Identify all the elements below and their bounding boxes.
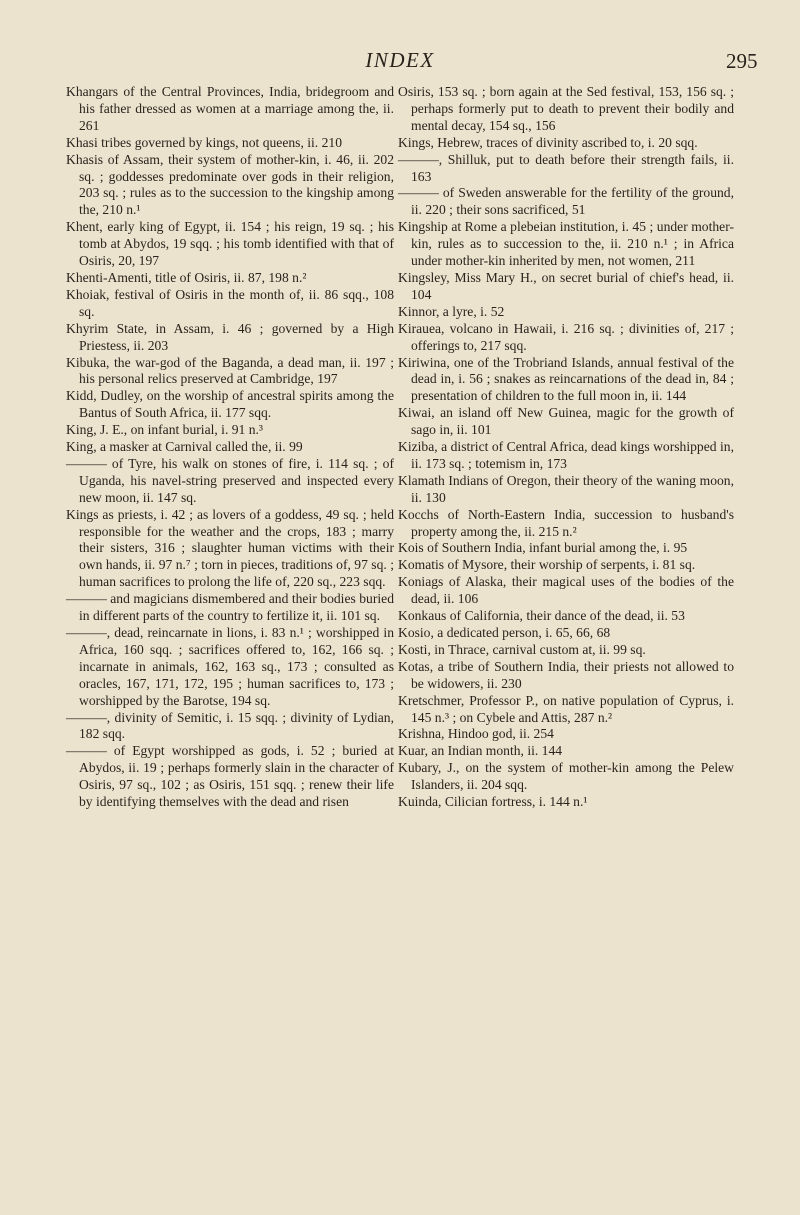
- index-column-left: [66, 84, 394, 811]
- index-entry: Kretschmer, Professor P., on native population of Cyprus, i. 145 n.³ ; on Cybele and Attis, 287 n.²: [398, 692, 734, 725]
- index-entry: Khasi tribes governed by kings, not queens, ii. 210: [66, 134, 342, 150]
- index-entry: Krishna, Hindoo god, ii. 254: [398, 726, 554, 742]
- index-entry: Konkaus of California, their dance of the dead, ii. 53: [398, 608, 685, 624]
- index-entry: Khenti-Amenti, title of Osiris, ii. 87, 198 n.²: [66, 269, 307, 285]
- index-column-right: [398, 84, 734, 811]
- index-entry: Kinnor, a lyre, i. 52: [398, 303, 505, 319]
- index-entry: Kuinda, Cilician fortress, i. 144 n.¹: [398, 794, 588, 810]
- index-entry: Kosio, a dedicated person, i. 65, 66, 68: [398, 625, 611, 640]
- index-entry: Kocchs of North-Eastern India, succession to husband's property among the, ii. 215 n.²: [398, 506, 734, 539]
- index-entry: Khent, early king of Egypt, ii. 154 ; his reign, 19 sq. ; his tomb at Abydos, 19 sqq. ; his tomb identified with that of Osiris, 20, 197: [66, 219, 394, 269]
- index-entry: Kidd, Dudley, on the worship of ancestral spirits among the Bantus of South Africa, ii. 177 sqq.: [66, 388, 394, 421]
- index-entry: Kingship at Rome a plebeian institution, i. 45 ; under mother-kin, rules as to succession to the, ii. 210 n.¹ ; in Africa under mother-kin inherited by men, not women, 211: [398, 219, 734, 269]
- index-entry: Koniags of Alaska, their magical uses of the bodies of the dead, ii. 106: [398, 574, 734, 607]
- index-entry: Kiwai, an island off New Guinea, magic for the growth of sago in, ii. 101: [398, 405, 734, 438]
- index-entry: Kings as priests, i. 42 ; as lovers of a goddess, 49 sq. ; held responsible for the weather and the crops, 183 ; marry their sisters, 316 ; slaughter human victims with their own hands, ii. 97 n.⁷ ; torn in pieces, traditions of, 97 sq. ; human sacrifices to prolong the life of, 220 sq., 223 sqq.: [66, 506, 394, 590]
- index-entry: King, J. E., on infant burial, i. 91 n.³: [66, 422, 264, 438]
- index-entry: Klamath Indians of Oregon, their theory of the waning moon, ii. 130: [398, 472, 734, 505]
- index-entry: ———, Shilluk, put to death before their strength fails, ii. 163: [398, 151, 734, 184]
- index-entry: King, a masker at Carnival called the, ii. 99: [66, 439, 303, 455]
- index-entry: Kibuka, the war-god of the Baganda, a dead man, ii. 197 ; his personal relics preserved at Cambridge, 197: [66, 354, 394, 387]
- index-entry: ——— and magicians dismembered and their bodies buried in different parts of the country to fertilize it, ii. 101 sq.: [66, 591, 394, 624]
- index-entry: ———, divinity of Semitic, i. 15 sqq. ; divinity of Lydian, 182 sqq.: [66, 709, 394, 742]
- index-entry: Komatis of Mysore, their worship of serpents, i. 81 sq.: [398, 557, 696, 573]
- index-entry: ——— of Tyre, his walk on stones of fire, i. 114 sq. ; of Uganda, his navel-string preserved and inspected every new moon, ii. 147 sq.: [66, 455, 394, 505]
- index-entry: Khoiak, festival of Osiris in the month of, ii. 86 sqq., 108 sq.: [66, 286, 394, 319]
- index-entry: Kotas, a tribe of Southern India, their priests not allowed to be widowers, ii. 230: [398, 658, 734, 691]
- index-entry: Kiziba, a district of Central Africa, dead kings worshipped in, ii. 173 sq. ; totemism in, 173: [398, 439, 734, 471]
- index-entry: Kingsley, Miss Mary H., on secret burial of chief's head, ii. 104: [398, 269, 734, 302]
- index-entry: ——— of Sweden answerable for the fertility of the ground, ii. 220 ; their sons sacrificed, 51: [398, 185, 734, 218]
- index-entry: Kiriwina, one of the Trobriand Islands, annual festival of the dead in, i. 56 ; snakes as reincarnations of the dead in, 84 ; presentation of children to the full moon in, ii. 144: [398, 354, 734, 404]
- page-number: 295: [726, 49, 758, 73]
- index-entry: Kuar, an Indian month, ii. 144: [398, 743, 563, 759]
- index-entry: Khasis of Assam, their system of mother-kin, i. 46, ii. 202 sq. ; goddesses predominate over gods in their religion, 203 sq. ; rules as to the succession to the kingship among the, 210 n.¹: [66, 151, 394, 218]
- index-entry: Khangars of the Central Provinces, India, bridegroom and his father dressed as women at a marriage among the, ii. 261: [66, 84, 394, 133]
- index-entry: ———, dead, reincarnate in lions, i. 83 n.¹ ; worshipped in Africa, 160 sqq. ; sacrifices offered to, 162, 166 sq. ; incarnate in animals, 162, 163 sq., 173 ; consulted as oracles, 167, 171, 172, 195 ; human sacrifices to, 173 ; worshipped by the Barotse, 194 sq.: [66, 625, 394, 708]
- index-entry: Kings, Hebrew, traces of divinity ascribed to, i. 20 sqq.: [398, 134, 698, 150]
- index-entry: Kirauea, volcano in Hawaii, i. 216 sq. ; divinities of, 217 ; offerings to, 217 sqq.: [398, 320, 734, 353]
- index-entry: ——— of Egypt worshipped as gods, i. 52 ; buried at Abydos, ii. 19 ; perhaps formerly slain in the character of Osiris, 97 sq., 102 ; as Osiris, 151 sqq. ; renew their life by identifying themselves with the dead and risen: [66, 743, 394, 810]
- index-entry: Khyrim State, in Assam, i. 46 ; governed by a High Priestess, ii. 203: [66, 320, 394, 353]
- index-entry: Kois of Southern India, infant burial among the, i. 95: [398, 540, 688, 556]
- index-entry: Kubary, J., on the system of mother-kin among the Pelew Islanders, ii. 204 sqq.: [398, 760, 734, 793]
- running-header-title: INDEX: [365, 48, 435, 72]
- index-entry: Osiris, 153 sq. ; born again at the Sed festival, 153, 156 sq. ; perhaps formerly put to death to prevent their bodily and mental decay, 154 sq., 156: [398, 84, 734, 133]
- index-entry: Kosti, in Thrace, carnival custom at, ii. 99 sq.: [398, 641, 646, 657]
